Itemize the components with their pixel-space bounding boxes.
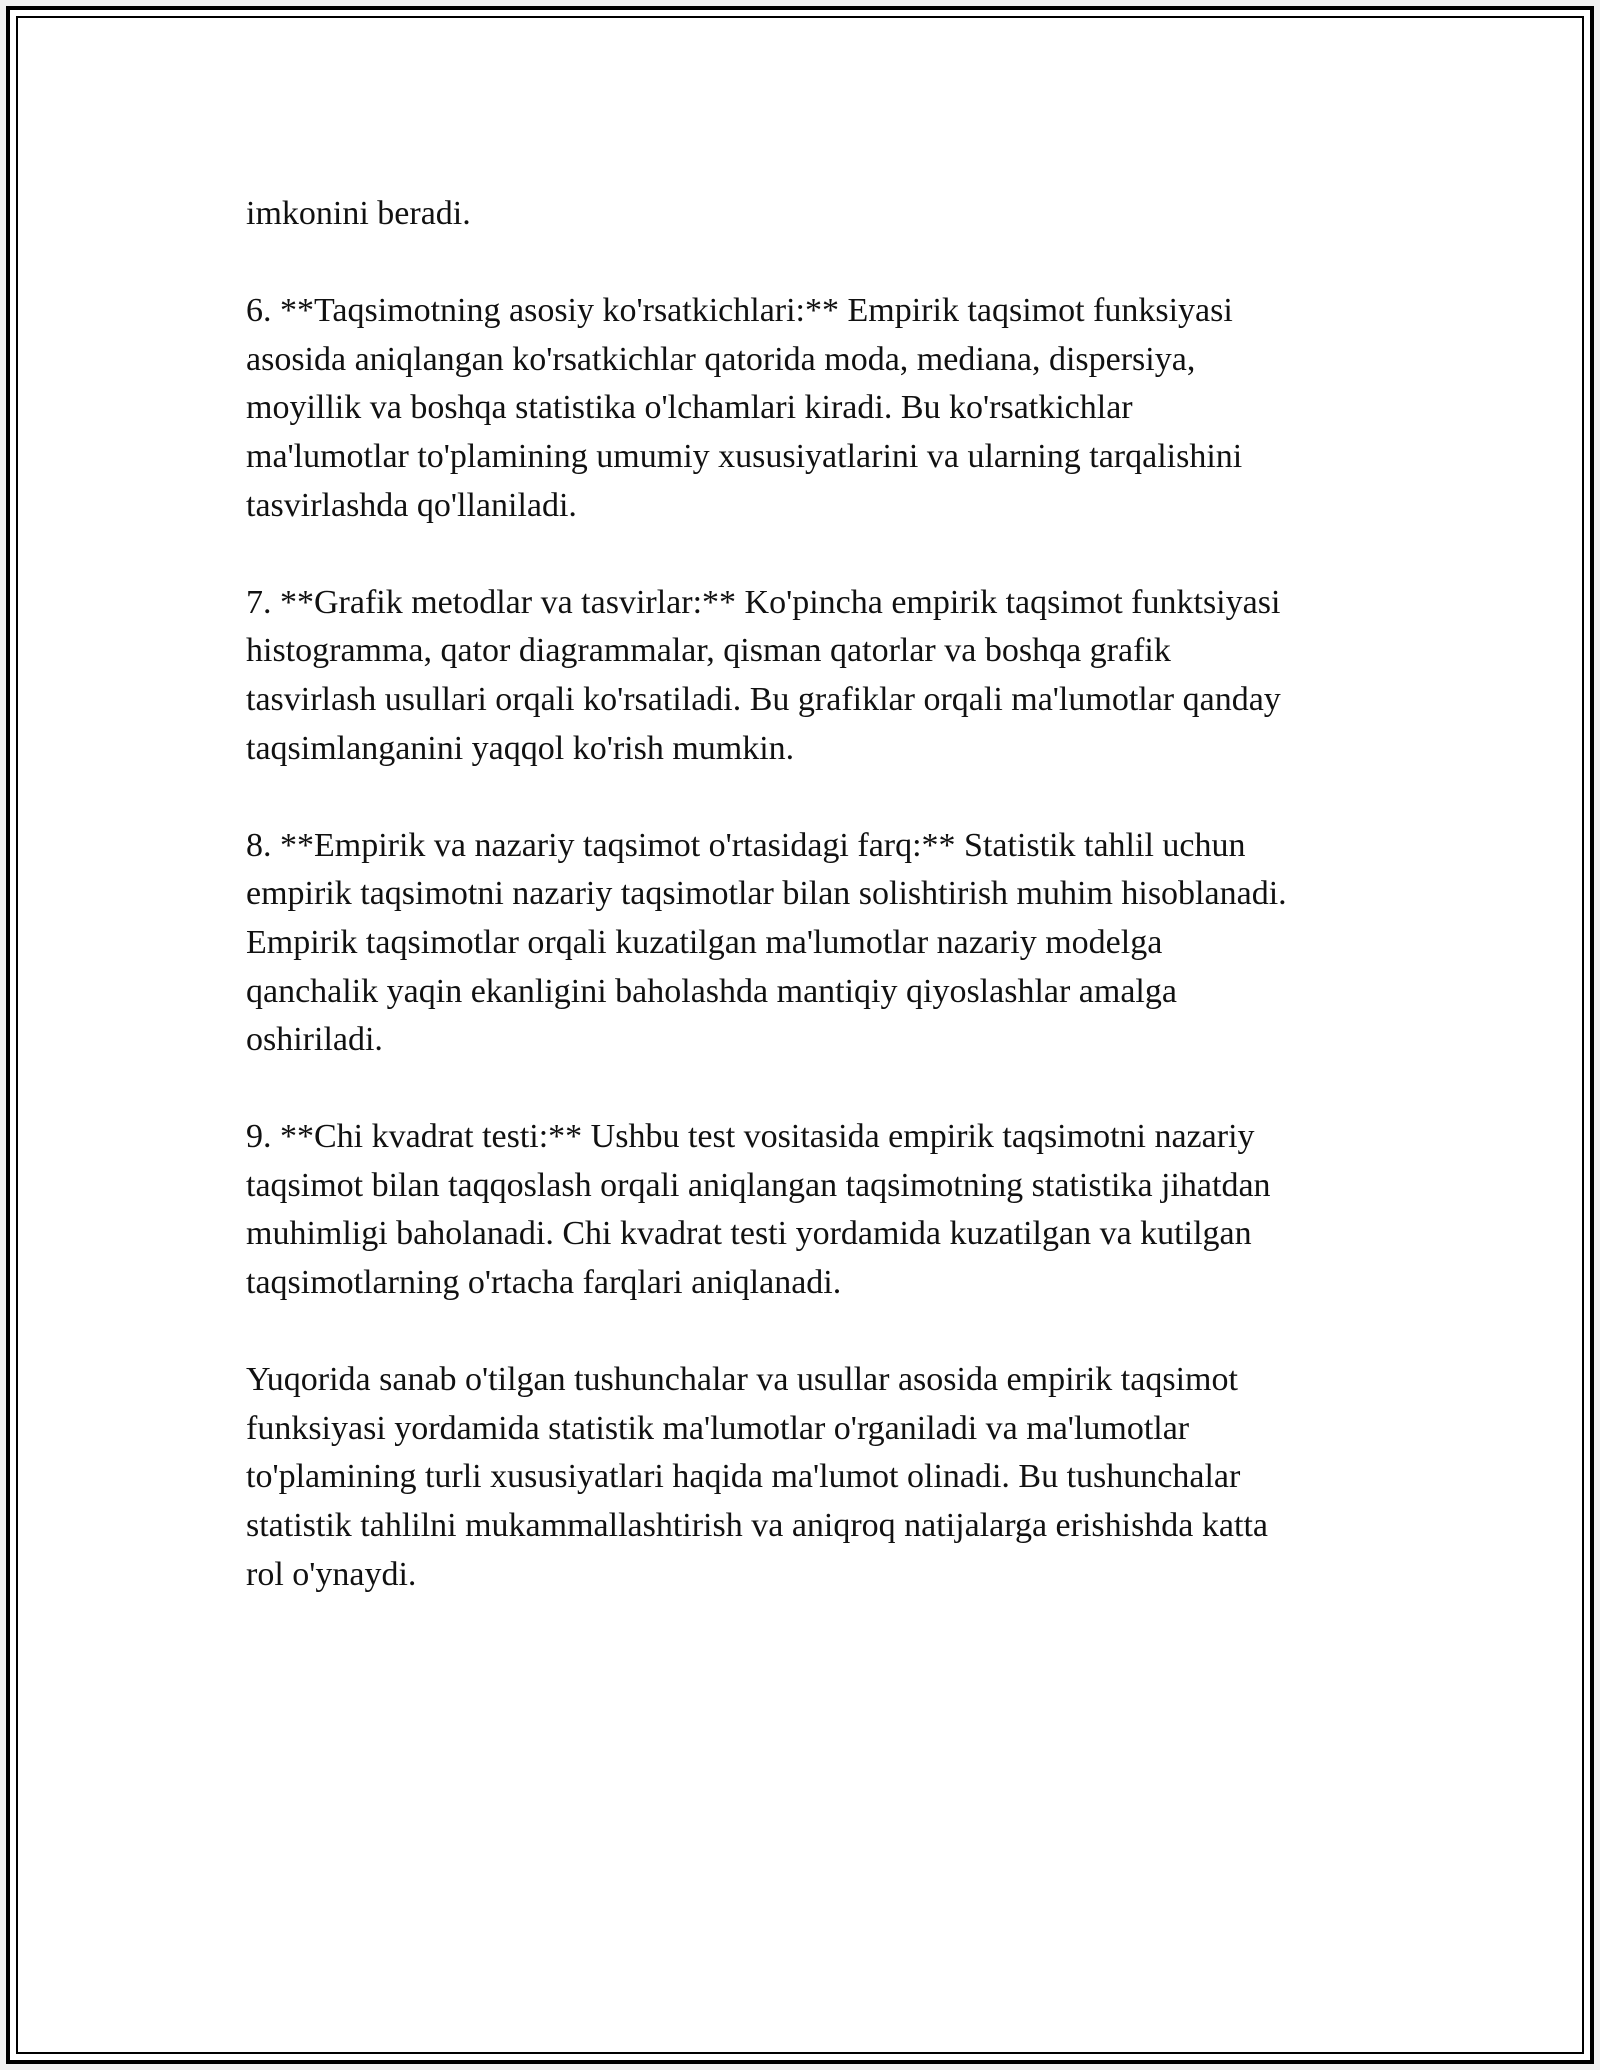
document-body: [246, 190, 1396, 1648]
paragraph-conclusion: Yuqorida sanab o'tilgan tushunchalar va usullar asosida empirik taqsimot funksiyasi yordamida statistik ma'lumotlar o'rganiladi va ma'lumotlar to'plamining turli xususiyatlari haqida ma'lumot olinadi. Bu tushunchalar statistik tahlilni mukammallashtirish va aniqroq natijalarga erishishda katta rol o'ynaydi.: [246, 1361, 1268, 1593]
paragraph-item-9: 9. **Chi kvadrat testi:** Ushbu test vositasida empirik taqsimotni nazariy taqsimot bilan taqqoslash orqali aniqlangan taqsimotning statistika jihatdan muhimligi baholanadi. Chi kvadrat testi yordamida kuzatilgan va kutilgan taqsimotlarning o'rtacha farqlari aniqlanadi.: [246, 1118, 1271, 1302]
paragraph-item-6: 6. **Taqsimotning asosiy ko'rsatkichlari:** Empirik taqsimot funksiyasi asosida aniqlangan ko'rsatkichlar qatorida moda, mediana, dispersiya, moyillik va boshqa statistika o'lchamlari kiradi. Bu ko'rsatkichlar ma'lumotlar to'plamining umumiy xususiyatlarini va ularning tarqalishini tasvirlashda qo'llaniladi.: [246, 292, 1243, 524]
paragraph-item-8: 8. **Empirik va nazariy taqsimot o'rtasidagi farq:** Statistik tahlil uchun empirik taqsimotni nazariy taqsimotlar bilan solishtirish muhim hisoblanadi. Empirik taqsimotlar orqali kuzatilgan ma'lumotlar nazariy modelga qanchalik yaqin ekanligini baholashda mantiqiy qiyoslashlar amalga oshiriladi.: [246, 826, 1287, 1059]
document-page: [6, 6, 1594, 2064]
paragraph-continuation: imkonini beradi.: [246, 195, 471, 232]
paragraph-item-7: 7. **Grafik metodlar va tasvirlar:** Ko'pincha empirik taqsimot funktsiyasi histogramma, qator diagrammalar, qisman qatorlar va boshqa grafik tasvirlash usullari orqali ko'rsatiladi. Bu grafiklar orqali ma'lumotlar qanday taqsimlanganini yaqqol ko'rish mumkin.: [246, 583, 1281, 767]
